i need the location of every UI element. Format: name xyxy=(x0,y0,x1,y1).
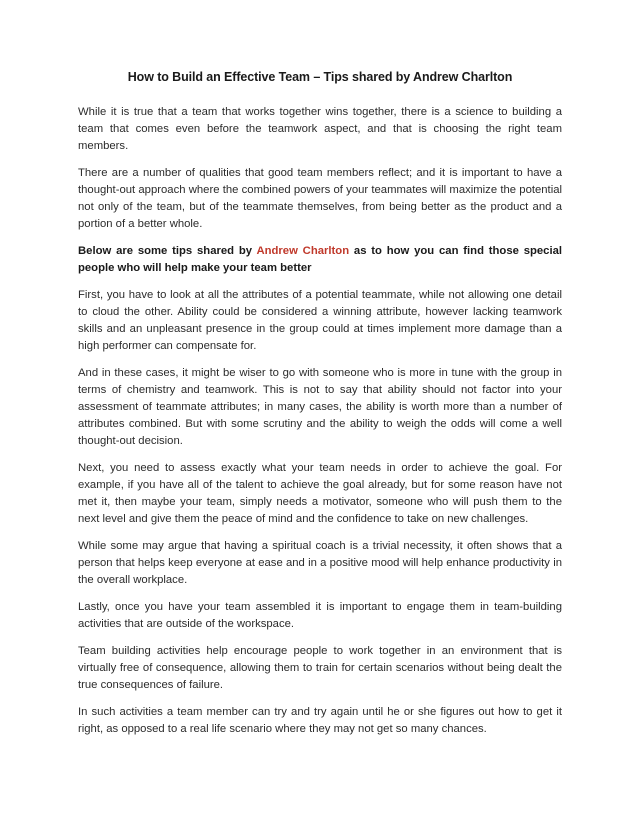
paragraph-intro-1: While it is true that a team that works together wins together, there is a science to building a team that comes even before the teamwork aspect, and that is choosing the right team members. xyxy=(78,106,562,152)
paragraph-intro-2: There are a number of qualities that good team members reflect; and it is important to have a thought-out approach where the combined powers of your teammates will maximize the potential not only of the team, but of the teammate themselves, from being better as the product and a portion of a better whole. xyxy=(78,167,562,230)
tips-lead xyxy=(78,243,562,277)
paragraph-body-1: First, you have to look at all the attributes of a potential teammate, while not allowing one detail to cloud the other. Ability could be considered a winning attribute, however lacking teamwork skills and an unpleasant presence in the group could at times implement more damage than a high performer can compensate for. xyxy=(78,289,562,352)
paragraph-body-5: Lastly, once you have your team assembled it is important to engage them in team-building activities that are outside of the workspace. xyxy=(78,601,562,630)
paragraph-body-7: In such activities a team member can try and try again until he or she figures out how to get it right, as opposed to a real life scenario where they may not get so many chances. xyxy=(78,706,562,735)
paragraph-body-2: And in these cases, it might be wiser to go with someone who is more in tune with the group in terms of chemistry and teamwork. This is not to say that ability should not factor into your assessment of teammate attributes; in many cases, the ability is worth more than a number of attributes combined. But with some scrutiny and the ability to weigh the odds will come a well thought-out decision. xyxy=(78,367,562,447)
document-page xyxy=(78,70,562,748)
tips-lead-before: Below are some tips shared by xyxy=(78,245,257,257)
tips-lead-after: as to how you can find those special people who will help make your team better xyxy=(78,245,562,274)
author-name: Andrew Charlton xyxy=(256,245,350,257)
paragraph-body-4: While some may argue that having a spiritual coach is a trivial necessity, it often shows that a person that helps keep everyone at ease and in a positive mood will help enhance productivity in the overall workplace. xyxy=(78,540,562,586)
paragraph-body-3: Next, you need to assess exactly what your team needs in order to achieve the goal. For example, if you have all of the talent to achieve the goal already, but for some reason have not met it, then maybe your team, simply needs a motivator, someone who will push them to the next level and give them the peace of mind and the confidence to take on new challenges. xyxy=(78,462,562,525)
paragraph-body-6: Team building activities help encourage people to work together in an environment that is virtually free of consequence, allowing them to train for certain scenarios without being dealt the true consequences of failure. xyxy=(78,645,562,691)
document-title: How to Build an Effective Team – Tips shared by Andrew Charlton xyxy=(127,70,513,84)
